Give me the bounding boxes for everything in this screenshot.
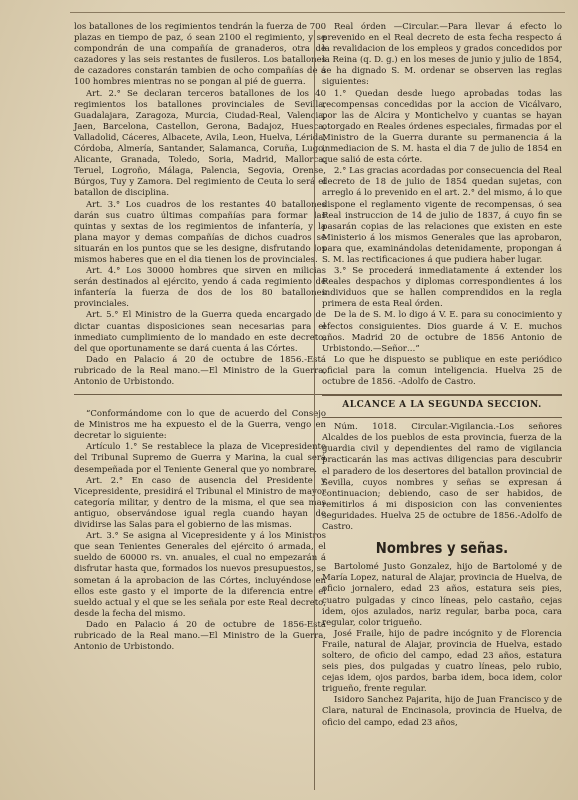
right-deserter-2: José Fraile, hijo de padre incógnito y de Florencia Fraile, natural de Alajar, provincia de Huelva, estado soltero, de oficio del campo, edad 23 años, estatura seis pies, dos pulgadas y cuatro líneas, pelo rubio, cejas idem, ojos pardos, barba idem, boca idem, color trigueño, frente regular.: [322, 628, 562, 695]
names-heading: Nombres y señas.: [375, 539, 509, 558]
left-decree-article-3: Art. 3.° Se asigna al Vicepresidente y á los Ministros que sean Tenientes Generales del ejército ó armada, el sueldo de 60000 rs. vn. anuales, el cual no empezarán á disfrutar hasta que, formados los nuevos presupuestos, se sometan á la aprobacion de las Córtes, incluyéndose en ellos este gasto y el importe de la diferencia entre el sueldo actual y el que se les señala por este Real decreto, desde la fecha del mismo.: [74, 531, 326, 619]
right-divider-2: [322, 417, 562, 418]
right-rule-2: 2.° Las gracias acordadas por consecuencia del Real decreto de 18 de julio de 1854 quedan sujetas, con arreglo á lo prevenido en el art. 2.° del mismo, á lo que dispone el reglamento vigente de recompensas, ó sea Real instruccion de 14 de julio de 1837, á cuyo fin se pasarán copias de las relaciones que existen en este Ministerio á los mismos Generales que las aprobaron, para que, examinándolas detenidamente, propongan á S. M. las rectificaciones á que pudiera haber lugar.: [322, 166, 562, 265]
right-column: [322, 22, 562, 729]
left-signature-2: Dado en Palacio á 20 de octubre de 1856-Está rubricado de la Real mano.—El Ministro de la Guerra, Antonio de Urbistondo.: [74, 619, 326, 653]
top-rule: [70, 12, 565, 13]
left-article-3: Art. 3.° Los cuadros de los restantes 40 batallones darán sus cuatro últimas compañías para formar las quintas y sextas de los regimientos de infantería, y la plana mayor y demas compañías de dichos cuadros se situarán en los puntos que se les designe, disfrutando los mismos haberes que en el dia tienen los de provinciales.: [74, 199, 326, 265]
left-decree-intro: “Conformándome con lo que de acuerdo del Consejo de Ministros me ha expuesto el de la Guerra, vengo en decretar lo siguiente:: [74, 409, 326, 442]
right-circular-1018: Núm. 1018. Circular.-Vigilancia.-Los señores Alcaldes de los pueblos de esta provincia, fuerza de la guardia civil y dependientes del ramo de vigilancia practicarán las mas activas diligencias para descubrir el paradero de los desertores del batallon provincial de Sevilla, cuyos nombres y señas se expresan á continuacion; debiendo, caso de ser habidos, de remitirlos á mi disposicion con las convenientes seguridades. Huelva 25 de octubre de 1856.-Adolfo de Castro.: [322, 422, 562, 533]
left-decree-article-2: Art. 2.° En caso de ausencia del Presidente y Vicepresidente, presidirá el Tribunal el Ministro de mayor categoría militar, y dentro de la misma, el que sea mas antiguo, observándose igual regla cuando hayan de dividirse las Salas para el gobierno de las mismas.: [74, 475, 326, 531]
left-article-5: Art. 5.° El Ministro de la Guerra queda encargado de dictar cuantas disposiciones sean necesarias para el inmediato cumplimiento de lo mandado en este decreto, del que oportunamente se dará cuenta á las Córtes.: [74, 310, 326, 354]
left-signature-1: Dado en Palacio á 20 de octubre de 1856.-Está rubricado de la Real mano.—El Ministro de la Guerra, Antonio de Urbistondo.: [74, 354, 326, 387]
right-publication-note: Lo que he dispuesto se publique en este periódico oficial para la comun inteligencia. Huelva 25 de octubre de 1856. -Adolfo de Castro.: [322, 354, 562, 387]
left-article-4: Art. 4.° Los 30000 hombres que sirven en milicias serán destinados al ejército, yendo á cada regimiento de infantería la fuerza de dos de los 80 batallones provinciales.: [74, 266, 326, 310]
right-closing: De la de S. M. lo digo á V. E. para su conocimiento y efectos consiguientes. Dios guarde á V. E. muchos años. Madrid 20 de octubre de 1856 Antonio de Urbistondo.—Señor…”: [322, 310, 562, 354]
left-decree-article-1: Artículo 1.° Se restablece la plaza de Vicepresidente del Tribunal Supremo de Guerra y Marina, la cual será desempeñada por el Teniente General que yo nombrare.: [74, 442, 326, 475]
left-article-2: Art. 2.° Se declaran terceros batallones de los 40 regimientos los batallones provinciales de Sevilla, Guadalajara, Zaragoza, Murcia, Ciudad-Real, Valencia, Jaen, Barcelona, Castellon, Gerona, Badajoz, Huesca, Valladolid, Cáceres, Albacete, Avila, Leon, Huelva, Lérida, Córdoba, Almería, Santander, Salamanca, Coruña, Lugo, Alicante, Granada, Toledo, Soria, Madrid, Mallorca, Teruel, Logroño, Málaga, Palencia, Segovia, Orense, Búrgos, Tuy y Zamora. Del regimiento de Ceuta lo será el batallon de disciplina.: [74, 88, 326, 199]
left-paragraph-1: los batallones de los regimientos tendrán la fuerza de 700 plazas en tiempo de paz, ó sean 2100 el regimiento, y se compondrán de una compañía de granaderos, otra de cazadores y las seis restantes de fusileros. Los batallones de cazadores constarán tambien de ocho compañías de á 100 hombres mientras no se pongan al pié de guerra.: [74, 22, 326, 88]
left-divider: [74, 394, 326, 395]
column-rule: [314, 30, 315, 790]
left-column: [74, 22, 326, 653]
right-rule-3: 3.° Se procederá inmediatamente á extender los Reales despachos y diplomas correspondientes á los individuos que se hallen comprendidos en la regla primera de esta Real órden.: [322, 266, 562, 310]
right-real-orden: Real órden —Circular.—Para llevar á efecto lo prevenido en el Real decreto de esta fecha respecto á la revalidacion de los empleos y grados concedidos por la Reina (q. D. g.) en los meses de junio y julio de 1854, se ha dignado S. M. ordenar se observen las reglas siguientes:: [322, 22, 562, 88]
right-deserter-1: Bartolomé Justo Gonzalez, hijo de Bartolomé y de María Lopez, natural de Alajar, provincia de Huelva, de oficio jornalero, edad 23 años, estatura seis pies, cuatro pulgadas y cinco líneas, pelo castaño, cejas idem, ojos azulados, nariz regular, barba poca, cara regular, color trigueño.: [322, 562, 562, 628]
section-heading: ALCANCE A LA SEGUNDA SECCION.: [342, 400, 542, 411]
right-deserter-3: Isidoro Sanchez Pajarita, hijo de Juan Francisco y de Clara, natural de Encinasola, provincia de Huelva, de oficio del campo, edad 23 años,: [322, 695, 562, 728]
right-divider: [322, 394, 562, 396]
right-rule-1: 1.° Quedan desde luego aprobadas todas las recompensas concedidas por la accion de Vicálvaro, por las de Alcira y Montichelvo y cuantas se hayan otorgado en Reales órdenes especiales, firmadas por el Ministro de la Guerra durante su permanencia á la inmediacion de S. M. hasta el dia 7 de julio de 1854 en que salió de esta córte.: [322, 88, 562, 166]
